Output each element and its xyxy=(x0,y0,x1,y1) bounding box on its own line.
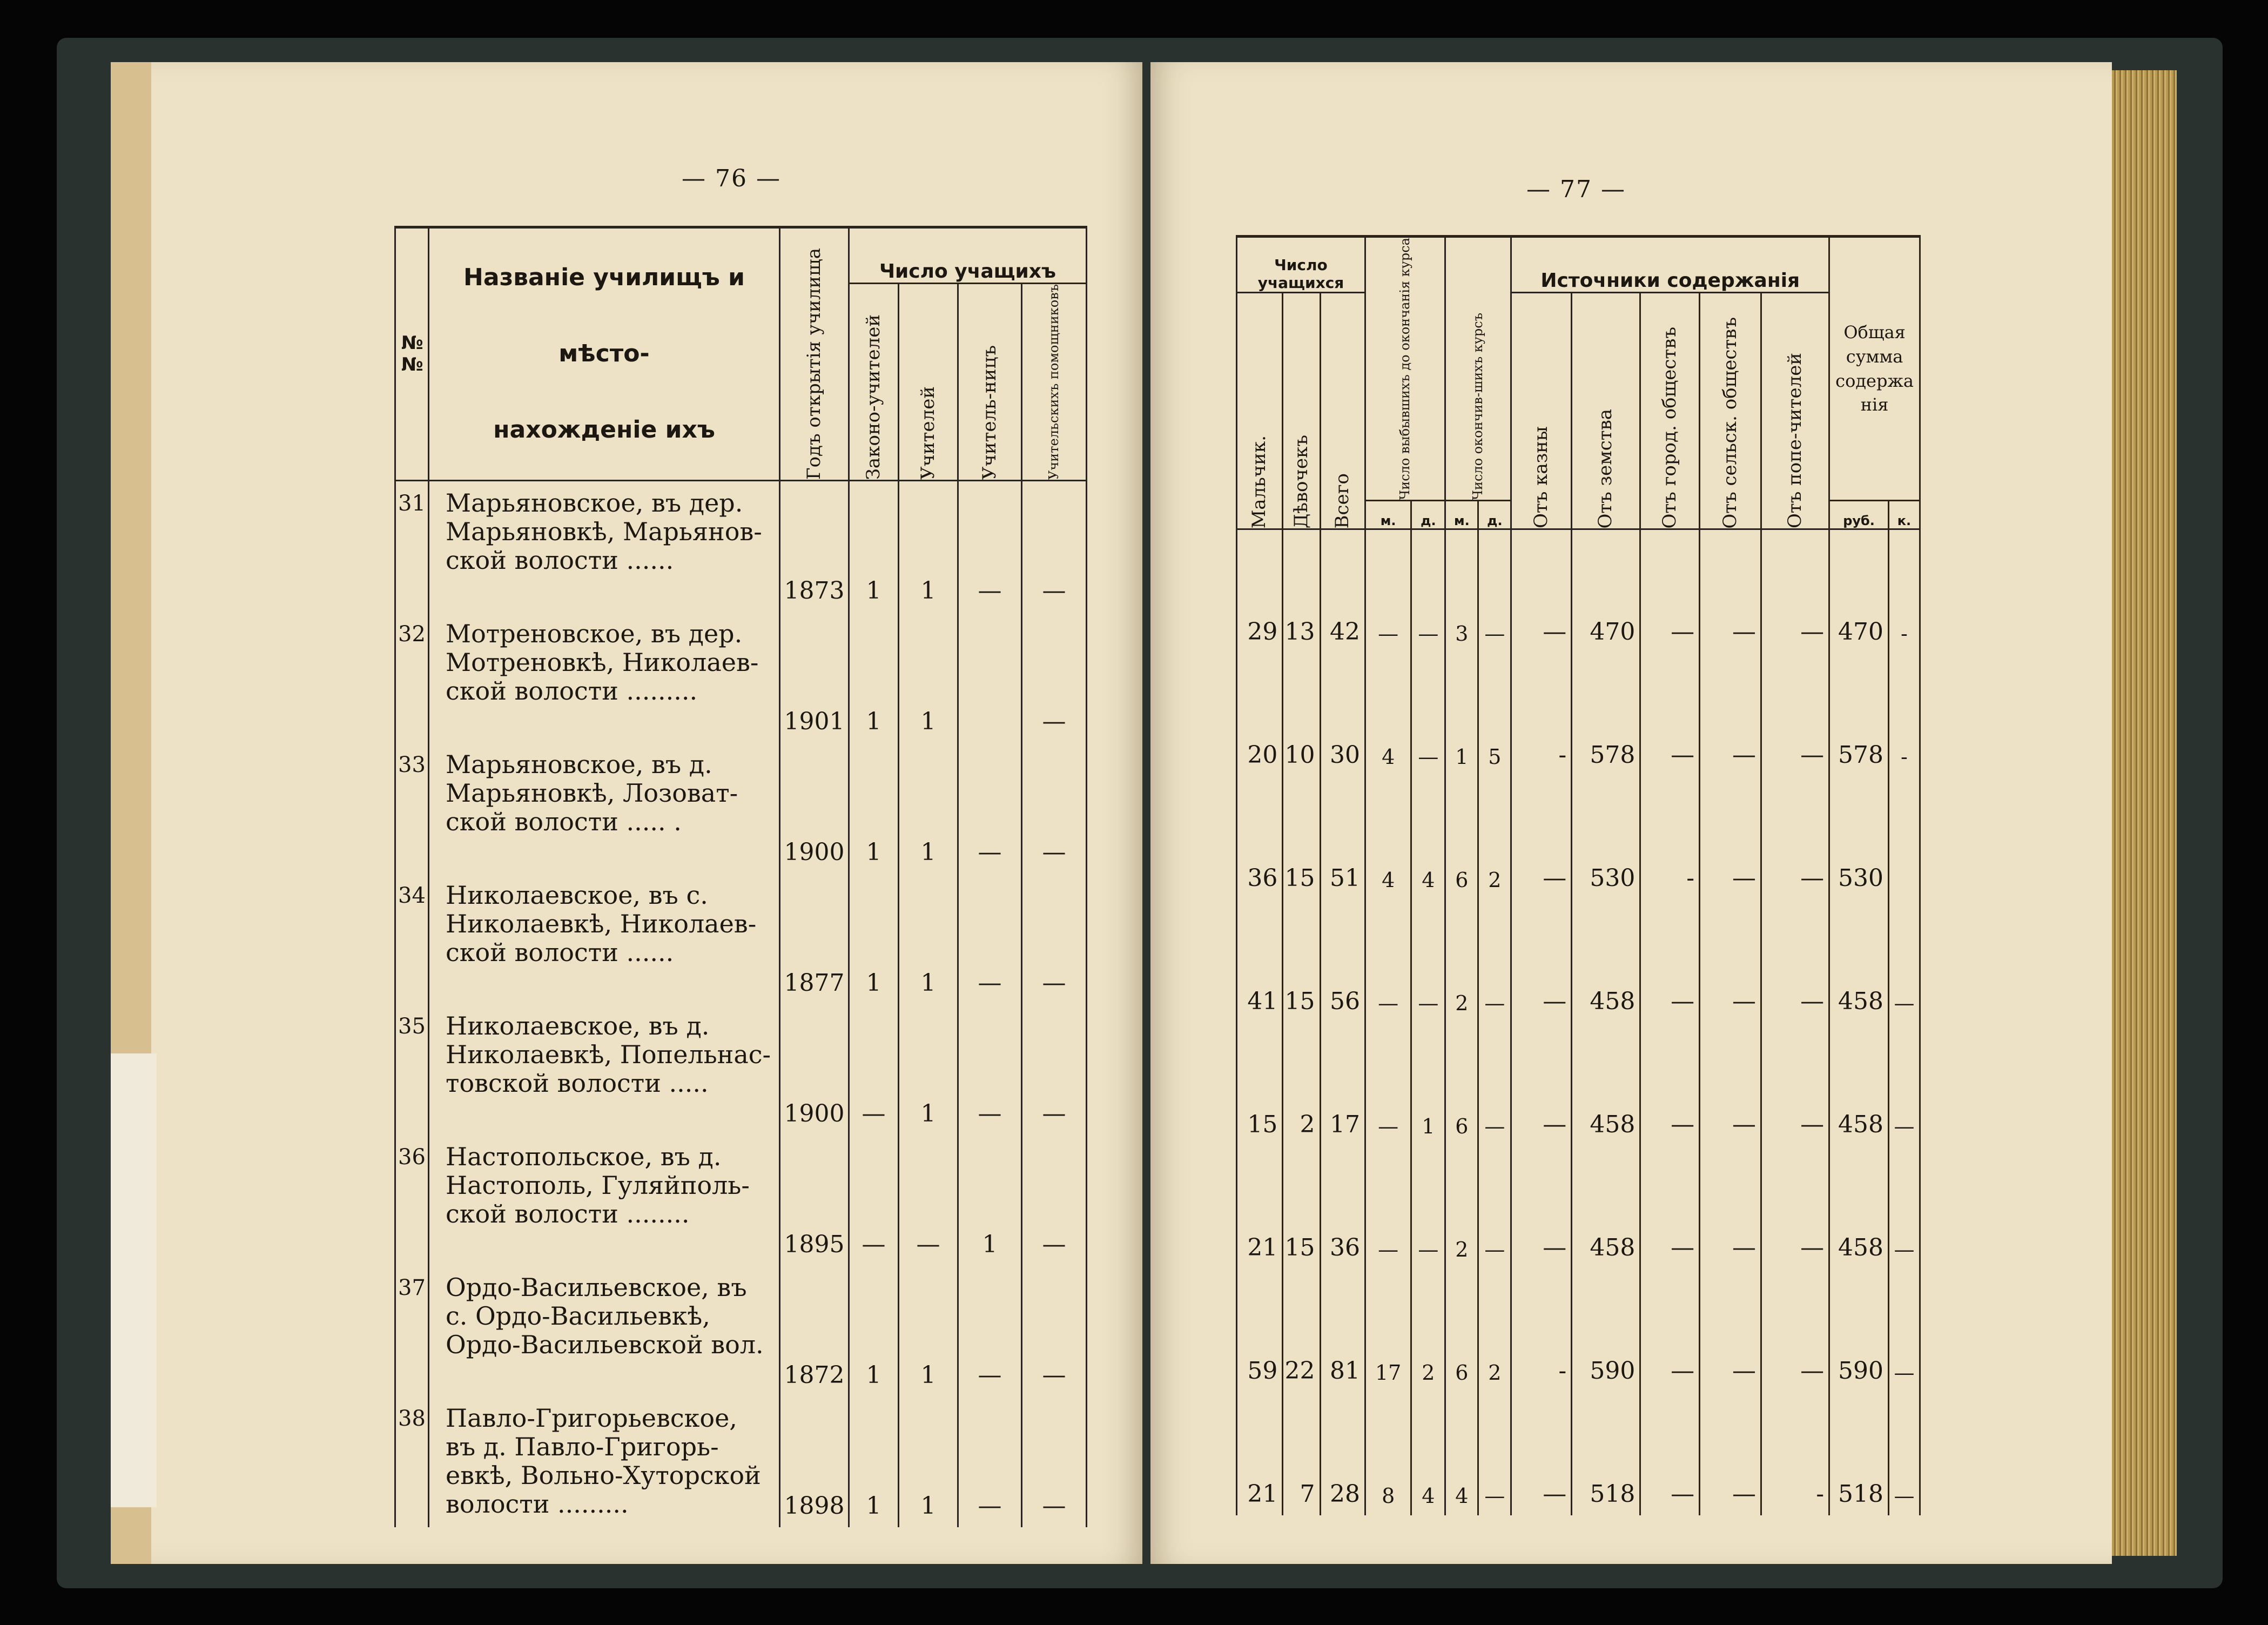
zakono-count: — xyxy=(849,1004,899,1135)
cell-total: 28 xyxy=(1320,1392,1365,1515)
zakono-count: 1 xyxy=(849,874,899,1004)
table-row xyxy=(1237,1146,1920,1269)
cell-dm: — xyxy=(1365,1023,1411,1146)
cell-fm: 6 xyxy=(1445,1269,1478,1392)
cell-dd: 1 xyxy=(1411,1023,1445,1146)
header-name-line2: нахожденіе ихъ xyxy=(493,415,715,444)
table-row xyxy=(395,1004,1087,1135)
header-sum-group: Общая сумма содержа нія xyxy=(1829,237,1920,501)
header-students-group: Число учащихся xyxy=(1237,237,1365,293)
table-row xyxy=(395,1135,1087,1266)
cell-selsk: — xyxy=(1700,1269,1761,1392)
school-name-line: ской волости ..... . xyxy=(446,807,682,836)
school-name-line: Ордо-Васильевской вол. xyxy=(446,1329,764,1359)
right-school-table xyxy=(1236,235,1921,1515)
cell-kazna: — xyxy=(1511,899,1572,1023)
pomoshch-count: — xyxy=(1022,1135,1087,1266)
cell-popech: — xyxy=(1761,776,1829,899)
header-count-group: Число учащихъ xyxy=(849,227,1087,284)
row-number: 33 xyxy=(395,743,429,874)
cell-popech: — xyxy=(1761,899,1829,1023)
cell-dm: 4 xyxy=(1365,653,1411,776)
cell-dm: 4 xyxy=(1365,776,1411,899)
cell-gorod: — xyxy=(1640,1269,1700,1392)
school-name xyxy=(429,1135,780,1266)
header-pomoshch: Учительскихъ помощниковъ xyxy=(1022,284,1087,481)
header-name-line1: Названіе училищъ и мѣсто- xyxy=(463,264,745,368)
cell-rub: 590 xyxy=(1829,1269,1889,1392)
school-name xyxy=(429,1004,780,1135)
zakono-count: 1 xyxy=(849,612,899,743)
cell-selsk: — xyxy=(1700,529,1761,654)
cell-total: 30 xyxy=(1320,653,1365,776)
uchitelnits-count: — xyxy=(958,480,1022,612)
cell-dd: 4 xyxy=(1411,776,1445,899)
cell-kop: — xyxy=(1888,899,1920,1023)
cell-boys: 15 xyxy=(1237,1023,1283,1146)
uchiteley-count: 1 xyxy=(899,480,958,612)
left-page-number: — 76 — xyxy=(682,165,781,192)
row-number: 37 xyxy=(395,1266,429,1396)
pomoshch-count: — xyxy=(1022,480,1087,612)
school-name xyxy=(429,1396,780,1527)
cell-popech: — xyxy=(1761,1023,1829,1146)
cell-selsk: — xyxy=(1700,1146,1761,1269)
left-school-table xyxy=(394,226,1087,1527)
cell-gorod: — xyxy=(1640,1023,1700,1146)
cell-dm: 17 xyxy=(1365,1269,1411,1392)
table-row xyxy=(1237,1023,1920,1146)
school-name-line: с. Ордо-Васильевкѣ, xyxy=(446,1301,710,1331)
cell-gorod: - xyxy=(1640,776,1700,899)
cell-rub: 518 xyxy=(1829,1392,1889,1515)
cell-total: 17 xyxy=(1320,1023,1365,1146)
school-name-line: товской волости ..... xyxy=(446,1068,709,1098)
school-name-line: Павло-Григорьевское, xyxy=(446,1403,737,1433)
school-name-line: Николаевское, въ с. xyxy=(446,880,708,910)
school-name-line: волости ......... xyxy=(446,1489,629,1519)
cell-fd: — xyxy=(1478,1392,1511,1515)
cell-dm: — xyxy=(1365,1146,1411,1269)
cell-fd: — xyxy=(1478,529,1511,654)
header-popech: Отъ попе-чителей xyxy=(1761,293,1829,529)
zakono-count: 1 xyxy=(849,1396,899,1527)
school-name-line: Марьяновкѣ, Марьянов- xyxy=(446,516,762,546)
table-row xyxy=(1237,899,1920,1023)
header-year: Годъ открытія училища xyxy=(780,227,849,481)
uchitelnits-count: — xyxy=(958,874,1022,1004)
uchitelnits-count: — xyxy=(958,743,1022,874)
cell-zemstvo: 458 xyxy=(1572,899,1640,1023)
cell-rub: 530 xyxy=(1829,776,1889,899)
cell-fd: 2 xyxy=(1478,1269,1511,1392)
year-opened: 1898 xyxy=(780,1396,849,1527)
cell-popech: — xyxy=(1761,1269,1829,1392)
school-name xyxy=(429,1266,780,1396)
zakono-count: 1 xyxy=(849,480,899,612)
cell-boys: 59 xyxy=(1237,1269,1283,1392)
pomoshch-count: — xyxy=(1022,1004,1087,1135)
cell-kazna: — xyxy=(1511,1146,1572,1269)
cell-kop: — xyxy=(1888,1269,1920,1392)
cell-total: 56 xyxy=(1320,899,1365,1023)
cell-dm: — xyxy=(1365,899,1411,1023)
uchitelnits-count: 1 xyxy=(958,1135,1022,1266)
school-name-line: ской волости ........ xyxy=(446,1199,690,1228)
cell-kazna: — xyxy=(1511,1023,1572,1146)
cell-kop: - xyxy=(1888,529,1920,654)
year-opened: 1877 xyxy=(780,874,849,1004)
cell-zemstvo: 458 xyxy=(1572,1146,1640,1269)
year-opened: 1872 xyxy=(780,1266,849,1396)
zakono-count: — xyxy=(849,1135,899,1266)
header-selsk: Отъ сельск. обществъ xyxy=(1700,293,1761,529)
cell-rub: 458 xyxy=(1829,1023,1889,1146)
cell-dm: — xyxy=(1365,529,1411,654)
uchitelnits-count xyxy=(958,612,1022,743)
cell-girls: 2 xyxy=(1283,1023,1320,1146)
cell-gorod: — xyxy=(1640,1392,1700,1515)
cell-kop: — xyxy=(1888,1146,1920,1269)
header-dropped: Число выбывшихъ до окончанія курса xyxy=(1365,237,1445,501)
paper-tab xyxy=(111,1053,157,1507)
row-number: 36 xyxy=(395,1135,429,1266)
cell-zemstvo: 458 xyxy=(1572,1023,1640,1146)
school-name-line: Марьяновское, въ д. xyxy=(446,749,712,779)
cell-rub: 458 xyxy=(1829,899,1889,1023)
row-number: 31 xyxy=(395,480,429,612)
school-name-line: Мотреновское, въ дер. xyxy=(446,619,743,648)
uchiteley-count: 1 xyxy=(899,1266,958,1396)
header-finished-m: м. xyxy=(1445,501,1478,529)
cell-fm: 4 xyxy=(1445,1392,1478,1515)
header-uchitelnits: Учитель-ницъ xyxy=(958,284,1022,481)
cell-boys: 29 xyxy=(1237,529,1283,654)
school-name xyxy=(429,480,780,612)
cell-kop: — xyxy=(1888,1392,1920,1515)
cell-popech: — xyxy=(1761,1146,1829,1269)
header-rub: руб. xyxy=(1829,501,1889,529)
header-zakono: Законо-учителей xyxy=(849,284,899,481)
row-number: 32 xyxy=(395,612,429,743)
cell-kazna: — xyxy=(1511,776,1572,899)
cell-total: 81 xyxy=(1320,1269,1365,1392)
school-name-line: Настополь, Гуляйполь- xyxy=(446,1170,750,1200)
header-total: Всего xyxy=(1320,293,1365,529)
cell-rub: 578 xyxy=(1829,653,1889,776)
cell-kazna: — xyxy=(1511,1392,1572,1515)
cell-kazna: - xyxy=(1511,653,1572,776)
cell-boys: 36 xyxy=(1237,776,1283,899)
pomoshch-count: — xyxy=(1022,612,1087,743)
cell-fm: 2 xyxy=(1445,899,1478,1023)
row-number: 34 xyxy=(395,874,429,1004)
uchiteley-count: 1 xyxy=(899,743,958,874)
uchitelnits-count: — xyxy=(958,1396,1022,1527)
cell-kop xyxy=(1888,776,1920,899)
cell-gorod: — xyxy=(1640,1146,1700,1269)
uchiteley-count: 1 xyxy=(899,612,958,743)
cell-gorod: — xyxy=(1640,529,1700,654)
pomoshch-count: — xyxy=(1022,1396,1087,1527)
cell-girls: 15 xyxy=(1283,776,1320,899)
cell-boys: 41 xyxy=(1237,899,1283,1023)
cell-popech: - xyxy=(1761,1392,1829,1515)
table-row xyxy=(1237,776,1920,899)
cell-fd: — xyxy=(1478,899,1511,1023)
uchitelnits-count: — xyxy=(958,1004,1022,1135)
cell-popech: — xyxy=(1761,529,1829,654)
cell-girls: 15 xyxy=(1283,899,1320,1023)
table-row xyxy=(395,743,1087,874)
cell-rub: 470 xyxy=(1829,529,1889,654)
cell-fm: 2 xyxy=(1445,1146,1478,1269)
table-row xyxy=(395,1396,1087,1527)
school-name-line: Марьяновкѣ, Лозоват- xyxy=(446,778,738,808)
cell-fd: — xyxy=(1478,1146,1511,1269)
cell-selsk: — xyxy=(1700,653,1761,776)
school-name-line: Николаевкѣ, Попельнас- xyxy=(446,1039,771,1069)
row-number: 35 xyxy=(395,1004,429,1135)
cell-rub: 458 xyxy=(1829,1146,1889,1269)
cell-zemstvo: 470 xyxy=(1572,529,1640,654)
cell-fm: 3 xyxy=(1445,529,1478,654)
table-row xyxy=(395,480,1087,612)
cell-fm: 1 xyxy=(1445,653,1478,776)
school-name xyxy=(429,612,780,743)
table-row xyxy=(1237,653,1920,776)
cell-kop: - xyxy=(1888,653,1920,776)
header-finished-d: д. xyxy=(1478,501,1511,529)
header-name xyxy=(429,227,780,481)
zakono-count: 1 xyxy=(849,1266,899,1396)
school-name xyxy=(429,874,780,1004)
cell-dd: — xyxy=(1411,899,1445,1023)
cell-boys: 21 xyxy=(1237,1146,1283,1269)
cell-girls: 15 xyxy=(1283,1146,1320,1269)
cell-fd: 2 xyxy=(1478,776,1511,899)
uchitelnits-count: — xyxy=(958,1266,1022,1396)
cell-selsk: — xyxy=(1700,899,1761,1023)
header-sources-group: Источники содержанія xyxy=(1511,237,1829,293)
table-row xyxy=(395,1266,1087,1396)
cell-gorod: — xyxy=(1640,653,1700,776)
cell-selsk: — xyxy=(1700,1023,1761,1146)
school-name-line: Ордо-Васильевское, въ xyxy=(446,1272,747,1302)
cell-dd: — xyxy=(1411,1146,1445,1269)
header-gorod: Отъ город. обществъ xyxy=(1640,293,1700,529)
right-header-row-2 xyxy=(1237,293,1920,501)
school-name-line: Николаевское, въ д. xyxy=(446,1011,710,1040)
school-name-line: Марьяновское, въ дер. xyxy=(446,488,743,518)
table-row xyxy=(395,612,1087,743)
uchiteley-count: 1 xyxy=(899,1396,958,1527)
zakono-count: 1 xyxy=(849,743,899,874)
header-kazna: Отъ казны xyxy=(1511,293,1572,529)
table-row xyxy=(1237,1269,1920,1392)
cell-total: 51 xyxy=(1320,776,1365,899)
cell-kazna: - xyxy=(1511,1269,1572,1392)
cell-dd: — xyxy=(1411,653,1445,776)
cell-girls: 22 xyxy=(1283,1269,1320,1392)
cell-selsk: — xyxy=(1700,776,1761,899)
school-name-line: Мотреновкѣ, Николаев- xyxy=(446,647,759,677)
school-name-line: Николаевкѣ, Николаев- xyxy=(446,909,757,938)
header-zemstvo: Отъ земства xyxy=(1572,293,1640,529)
cell-dd: 4 xyxy=(1411,1392,1445,1515)
uchiteley-count: 1 xyxy=(899,1004,958,1135)
cell-fd: — xyxy=(1478,1023,1511,1146)
table-row xyxy=(395,874,1087,1004)
school-name xyxy=(429,743,780,874)
cell-boys: 20 xyxy=(1237,653,1283,776)
cell-girls: 10 xyxy=(1283,653,1320,776)
right-header-row-1 xyxy=(1237,237,1920,293)
cell-dm: 8 xyxy=(1365,1392,1411,1515)
year-opened: 1895 xyxy=(780,1135,849,1266)
year-opened: 1901 xyxy=(780,612,849,743)
cell-kazna: — xyxy=(1511,529,1572,654)
table-row xyxy=(1237,529,1920,654)
header-boys: Мальчик. xyxy=(1237,293,1283,529)
year-opened: 1900 xyxy=(780,743,849,874)
cell-boys: 21 xyxy=(1237,1392,1283,1515)
cell-kop: — xyxy=(1888,1023,1920,1146)
uchiteley-count: — xyxy=(899,1135,958,1266)
cell-fm: 6 xyxy=(1445,1023,1478,1146)
school-name-line: въ д. Павло-Григорь- xyxy=(446,1432,719,1461)
header-dropped-m: м. xyxy=(1365,501,1411,529)
cell-gorod: — xyxy=(1640,899,1700,1023)
table-row xyxy=(1237,1392,1920,1515)
school-name-line: ской волости ......... xyxy=(446,676,698,706)
header-girls: Дѣвочекъ xyxy=(1283,293,1320,529)
header-dropped-d: д. xyxy=(1411,501,1445,529)
header-uchiteley: Учителей xyxy=(899,284,958,481)
cell-fd: 5 xyxy=(1478,653,1511,776)
cell-popech: — xyxy=(1761,653,1829,776)
row-number: 38 xyxy=(395,1396,429,1527)
header-kop: к. xyxy=(1888,501,1920,529)
school-name-line: ской волости ...... xyxy=(446,937,674,967)
school-name-line: ской волости ...... xyxy=(446,545,674,575)
left-header-row-1 xyxy=(395,227,1087,284)
cell-dd: 2 xyxy=(1411,1269,1445,1392)
cell-selsk: — xyxy=(1700,1392,1761,1515)
school-name-line: Настопольское, въ д. xyxy=(446,1141,722,1171)
cell-dd: — xyxy=(1411,529,1445,654)
header-finished: Число окончив-шихъ курсъ xyxy=(1445,237,1511,501)
cell-fm: 6 xyxy=(1445,776,1478,899)
year-opened: 1873 xyxy=(780,480,849,612)
cell-zemstvo: 530 xyxy=(1572,776,1640,899)
cell-total: 42 xyxy=(1320,529,1365,654)
cell-girls: 7 xyxy=(1283,1392,1320,1515)
cell-total: 36 xyxy=(1320,1146,1365,1269)
cell-zemstvo: 578 xyxy=(1572,653,1640,776)
uchiteley-count: 1 xyxy=(899,874,958,1004)
cell-zemstvo: 518 xyxy=(1572,1392,1640,1515)
pomoshch-count: — xyxy=(1022,1266,1087,1396)
cell-girls: 13 xyxy=(1283,529,1320,654)
pomoshch-count: — xyxy=(1022,743,1087,874)
pomoshch-count: — xyxy=(1022,874,1087,1004)
cell-zemstvo: 590 xyxy=(1572,1269,1640,1392)
right-page-number: — 77 — xyxy=(1526,176,1626,203)
header-num: №№ xyxy=(395,227,429,481)
year-opened: 1900 xyxy=(780,1004,849,1135)
school-name-line: евкѣ, Вольно-Хуторской xyxy=(446,1460,761,1490)
